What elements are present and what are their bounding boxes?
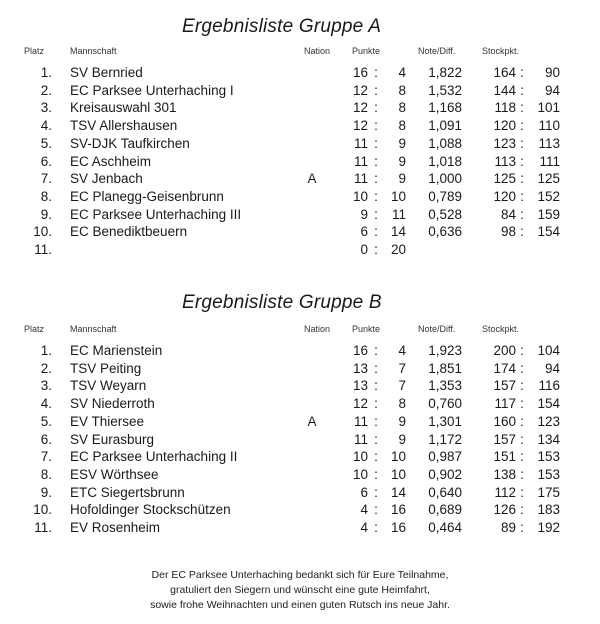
stock-separator: : — [520, 82, 524, 98]
rank-cell: 10. — [33, 502, 52, 518]
stock-separator: : — [520, 188, 524, 204]
points-won-cell: 11 — [353, 431, 368, 447]
stock-separator: : — [520, 118, 524, 134]
rank-cell: 2. — [40, 360, 52, 376]
rank-cell: 9. — [40, 484, 52, 500]
points-lost-cell: 14 — [390, 484, 406, 500]
stock-against-cell: 123 — [537, 413, 560, 429]
points-won-cell: 10 — [352, 466, 368, 482]
points-separator: : — [374, 153, 378, 169]
note-cell: 1,353 — [428, 378, 462, 394]
points-separator: : — [374, 65, 378, 80]
table-row — [0, 82, 600, 99]
rank-cell: 11. — [34, 520, 52, 535]
note-cell: 0,902 — [428, 466, 462, 482]
rank-cell: 2. — [40, 82, 52, 98]
stock-separator: : — [520, 396, 524, 412]
header-mannschaft: Mannschaft — [70, 324, 117, 334]
points-lost-cell: 16 — [390, 520, 406, 535]
team-cell: SV Niederroth — [70, 396, 155, 412]
stock-separator: : — [520, 431, 524, 447]
stock-separator: : — [520, 360, 524, 376]
rank-cell: 4. — [40, 396, 52, 412]
note-cell: 0,760 — [428, 396, 462, 412]
team-cell: EC Parksee Unterhaching II — [70, 449, 238, 465]
rank-cell: 7. — [40, 171, 52, 187]
points-separator: : — [374, 135, 378, 151]
points-lost-cell: 8 — [398, 82, 406, 98]
table-row — [0, 153, 600, 170]
stock-for-cell: 200 — [493, 343, 516, 358]
note-cell: 0,464 — [428, 520, 462, 535]
table-row — [0, 413, 600, 430]
note-cell: 0,789 — [428, 188, 462, 204]
header-note: Note/Diff. — [418, 46, 456, 56]
header-note: Note/Diff. — [418, 324, 456, 334]
closing-message — [60, 568, 540, 613]
rank-cell: 8. — [40, 188, 52, 204]
points-lost-cell: 10 — [390, 466, 406, 482]
team-cell: TSV Peiting — [70, 360, 142, 376]
points-separator: : — [374, 242, 378, 257]
points-won-cell: 10 — [352, 188, 368, 204]
points-separator: : — [374, 82, 378, 98]
header-punkte: Punkte — [352, 46, 381, 56]
points-won-cell: 12 — [352, 82, 368, 98]
note-cell: 0,689 — [428, 502, 462, 518]
stock-for-cell: 126 — [493, 502, 516, 518]
points-won-cell: 11 — [353, 153, 368, 169]
nation-cell: A — [307, 171, 317, 187]
stock-separator: : — [520, 449, 524, 465]
team-cell: EV Rosenheim — [70, 520, 161, 535]
header-mannschaft: Mannschaft — [70, 46, 117, 56]
stock-against-cell: 113 — [538, 135, 560, 151]
table-row — [0, 448, 600, 465]
header-nation: Nation — [304, 324, 331, 334]
table-row — [0, 188, 600, 205]
team-cell: EC Parksee Unterhaching III — [70, 206, 242, 222]
team-cell: SV Jenbach — [70, 171, 143, 187]
rank-cell: 3. — [40, 378, 52, 394]
table-row — [0, 206, 600, 223]
stock-separator: : — [520, 65, 524, 80]
note-cell: 1,172 — [428, 431, 462, 447]
team-cell: EC Aschheim — [70, 153, 152, 169]
team-cell: TSV Weyarn — [70, 378, 147, 394]
stock-for-cell: 164 — [493, 65, 516, 80]
team-cell: EV Thiersee — [70, 413, 145, 429]
header-platz: Platz — [24, 46, 45, 56]
stock-separator: : — [520, 135, 524, 151]
points-lost-cell: 4 — [398, 65, 406, 80]
closing-line-3: sowie frohe Weihnachten und einen guten Rutsch ins neue Jahr. — [150, 599, 450, 611]
points-won-cell: 6 — [360, 224, 368, 240]
points-lost-cell: 7 — [398, 378, 406, 394]
stock-against-cell: 94 — [544, 82, 560, 98]
stock-against-cell: 94 — [544, 360, 560, 376]
rank-cell: 1. — [40, 65, 52, 80]
points-separator: : — [374, 224, 378, 240]
stock-separator: : — [520, 466, 524, 482]
table-row — [0, 377, 600, 394]
points-lost-cell: 8 — [398, 396, 406, 412]
stock-for-cell: 138 — [493, 466, 516, 482]
points-lost-cell: 9 — [398, 171, 406, 187]
header-stockpkt: Stockpkt. — [482, 46, 520, 56]
points-separator: : — [374, 118, 378, 134]
stock-separator: : — [520, 502, 524, 518]
points-separator: : — [374, 449, 378, 465]
points-separator: : — [374, 466, 378, 482]
points-lost-cell: 4 — [398, 343, 406, 358]
points-lost-cell: 11 — [391, 206, 406, 222]
stock-against-cell: 152 — [537, 188, 560, 204]
stock-against-cell: 134 — [537, 431, 560, 447]
rank-cell: 8. — [40, 466, 52, 482]
table-row — [0, 360, 600, 377]
stock-for-cell: 157 — [493, 378, 516, 394]
rank-cell: 11. — [34, 242, 52, 257]
stock-against-cell: 90 — [544, 65, 560, 80]
stock-separator: : — [520, 484, 524, 500]
stock-against-cell: 125 — [537, 171, 560, 187]
table-row — [0, 431, 600, 448]
header-platz: Platz — [24, 324, 45, 334]
note-cell: 0,636 — [428, 224, 462, 240]
points-won-cell: 13 — [352, 360, 368, 376]
stock-against-cell: 154 — [537, 396, 560, 412]
stock-for-cell: 118 — [494, 100, 516, 116]
stock-separator: : — [520, 153, 524, 169]
points-separator: : — [374, 188, 378, 204]
team-cell: ESV Wörthsee — [70, 466, 159, 482]
points-lost-cell: 8 — [398, 118, 406, 134]
team-cell: EC Planegg-Geisenbrunn — [70, 188, 224, 204]
stock-for-cell: 160 — [493, 413, 516, 429]
rank-cell: 4. — [40, 118, 52, 134]
points-lost-cell: 9 — [398, 135, 406, 151]
points-separator: : — [374, 431, 378, 447]
note-cell: 1,168 — [428, 100, 462, 116]
points-won-cell: 4 — [360, 502, 368, 518]
stock-for-cell: 120 — [493, 188, 516, 204]
stock-separator: : — [520, 413, 524, 429]
stock-against-cell: 153 — [537, 466, 560, 482]
stock-separator: : — [520, 171, 524, 187]
stock-separator: : — [520, 520, 524, 535]
table-row — [0, 466, 600, 483]
nation-cell: A — [307, 413, 317, 429]
closing-line-1: Der EC Parksee Unterhaching bedankt sich für Eure Teilnahme, — [151, 569, 449, 581]
points-separator: : — [374, 502, 378, 518]
group-a-title: Ergebnisliste Gruppe A — [182, 16, 382, 37]
table-row — [0, 117, 600, 134]
team-cell: Hofoldinger Stockschützen — [70, 502, 231, 518]
table-row — [0, 170, 600, 187]
points-separator: : — [374, 171, 378, 187]
note-cell: 1,018 — [428, 153, 462, 169]
points-separator: : — [374, 378, 378, 394]
group-b-title: Ergebnisliste Gruppe B — [182, 292, 382, 313]
table-row — [0, 484, 600, 501]
note-cell: 1,532 — [428, 82, 462, 98]
table-row — [0, 395, 600, 412]
points-separator: : — [374, 206, 378, 222]
points-won-cell: 12 — [352, 396, 368, 412]
table-row — [0, 501, 600, 518]
points-won-cell: 4 — [360, 520, 368, 535]
stock-for-cell: 117 — [494, 396, 516, 412]
stock-separator: : — [520, 343, 524, 358]
note-cell: 1,091 — [428, 118, 462, 134]
points-won-cell: 9 — [360, 206, 368, 222]
rank-cell: 9. — [40, 206, 52, 222]
stock-against-cell: 159 — [537, 206, 560, 222]
points-lost-cell: 16 — [390, 502, 406, 518]
points-separator: : — [374, 413, 378, 429]
header-stockpkt: Stockpkt. — [482, 324, 520, 334]
points-won-cell: 13 — [352, 378, 368, 394]
stock-against-cell: 101 — [537, 100, 560, 116]
stock-against-cell: 175 — [537, 484, 560, 500]
points-lost-cell: 10 — [390, 449, 406, 465]
points-won-cell: 0 — [360, 242, 368, 257]
stock-separator: : — [520, 378, 524, 394]
stock-against-cell: 110 — [538, 118, 560, 134]
points-won-cell: 6 — [360, 484, 368, 500]
team-cell: Kreisauswahl 301 — [70, 100, 177, 116]
note-cell: 1,923 — [428, 343, 462, 358]
header-nation: Nation — [304, 46, 331, 56]
rank-cell: 1. — [40, 343, 52, 358]
note-cell: 1,851 — [428, 360, 462, 376]
team-cell: EC Benediktbeuern — [70, 224, 188, 240]
points-separator: : — [374, 484, 378, 500]
stock-for-cell: 174 — [493, 360, 516, 376]
closing-line-2: gratuliert den Siegern und wünscht eine gute Heimfahrt, — [170, 584, 430, 596]
rank-cell: 10. — [33, 224, 52, 240]
points-lost-cell: 20 — [390, 242, 406, 257]
points-lost-cell: 8 — [398, 100, 406, 116]
team-cell: SV-DJK Taufkirchen — [70, 135, 190, 151]
note-cell: 1,000 — [428, 171, 462, 187]
table-row — [0, 342, 600, 359]
stock-separator: : — [520, 224, 524, 240]
stock-for-cell: 98 — [500, 224, 516, 240]
stock-for-cell: 151 — [493, 449, 516, 465]
points-separator: : — [374, 360, 378, 376]
table-row — [0, 519, 600, 536]
team-cell: SV Bernried — [70, 65, 143, 80]
note-cell: 0,987 — [428, 449, 462, 465]
rank-cell: 7. — [40, 449, 52, 465]
team-cell: EC Parksee Unterhaching I — [70, 82, 234, 98]
stock-against-cell: 116 — [538, 378, 560, 394]
points-won-cell: 12 — [352, 100, 368, 116]
header-punkte: Punkte — [352, 324, 381, 334]
rank-cell: 3. — [40, 100, 52, 116]
points-separator: : — [374, 520, 378, 535]
stock-for-cell: 157 — [493, 431, 516, 447]
points-lost-cell: 9 — [398, 431, 406, 447]
rank-cell: 6. — [40, 431, 52, 447]
stock-for-cell: 84 — [500, 206, 516, 222]
stock-for-cell: 113 — [494, 153, 516, 169]
note-cell: 1,822 — [428, 65, 462, 80]
table-row — [0, 223, 600, 240]
note-cell: 1,088 — [428, 135, 462, 151]
rank-cell: 6. — [40, 153, 52, 169]
stock-separator: : — [520, 206, 524, 222]
team-cell: EC Marienstein — [70, 343, 163, 358]
points-lost-cell: 9 — [398, 413, 406, 429]
points-won-cell: 10 — [352, 449, 368, 465]
stock-against-cell: 183 — [537, 502, 560, 518]
team-cell: SV Eurasburg — [70, 431, 155, 447]
points-won-cell: 16 — [352, 65, 368, 80]
stock-against-cell: 111 — [539, 153, 560, 169]
stock-for-cell: 144 — [493, 82, 516, 98]
stock-for-cell: 112 — [494, 484, 516, 500]
stock-against-cell: 104 — [537, 343, 560, 358]
points-separator: : — [374, 396, 378, 412]
points-won-cell: 16 — [352, 343, 368, 358]
points-separator: : — [374, 343, 378, 358]
stock-for-cell: 123 — [493, 135, 516, 151]
rank-cell: 5. — [40, 413, 52, 429]
stock-against-cell: 154 — [537, 224, 560, 240]
points-won-cell: 11 — [353, 135, 368, 151]
note-cell: 1,301 — [428, 413, 462, 429]
points-lost-cell: 10 — [390, 188, 406, 204]
points-won-cell: 11 — [353, 413, 368, 429]
points-won-cell: 11 — [353, 171, 368, 187]
points-lost-cell: 14 — [390, 224, 406, 240]
rank-cell: 5. — [40, 135, 52, 151]
table-row — [0, 99, 600, 116]
team-cell: TSV Allershausen — [70, 118, 178, 134]
points-lost-cell: 9 — [398, 153, 406, 169]
points-won-cell: 12 — [352, 118, 368, 134]
stock-for-cell: 125 — [493, 171, 516, 187]
stock-against-cell: 153 — [537, 449, 560, 465]
stock-for-cell: 120 — [493, 118, 516, 134]
table-row — [0, 241, 600, 258]
table-row — [0, 135, 600, 152]
table-row — [0, 64, 600, 81]
points-lost-cell: 7 — [398, 360, 406, 376]
points-separator: : — [374, 100, 378, 116]
stock-against-cell: 192 — [537, 520, 560, 535]
stock-separator: : — [520, 100, 524, 116]
team-cell: ETC Siegertsbrunn — [70, 484, 185, 500]
note-cell: 0,640 — [428, 484, 462, 500]
stock-for-cell: 89 — [500, 520, 516, 535]
note-cell: 0,528 — [428, 206, 462, 222]
